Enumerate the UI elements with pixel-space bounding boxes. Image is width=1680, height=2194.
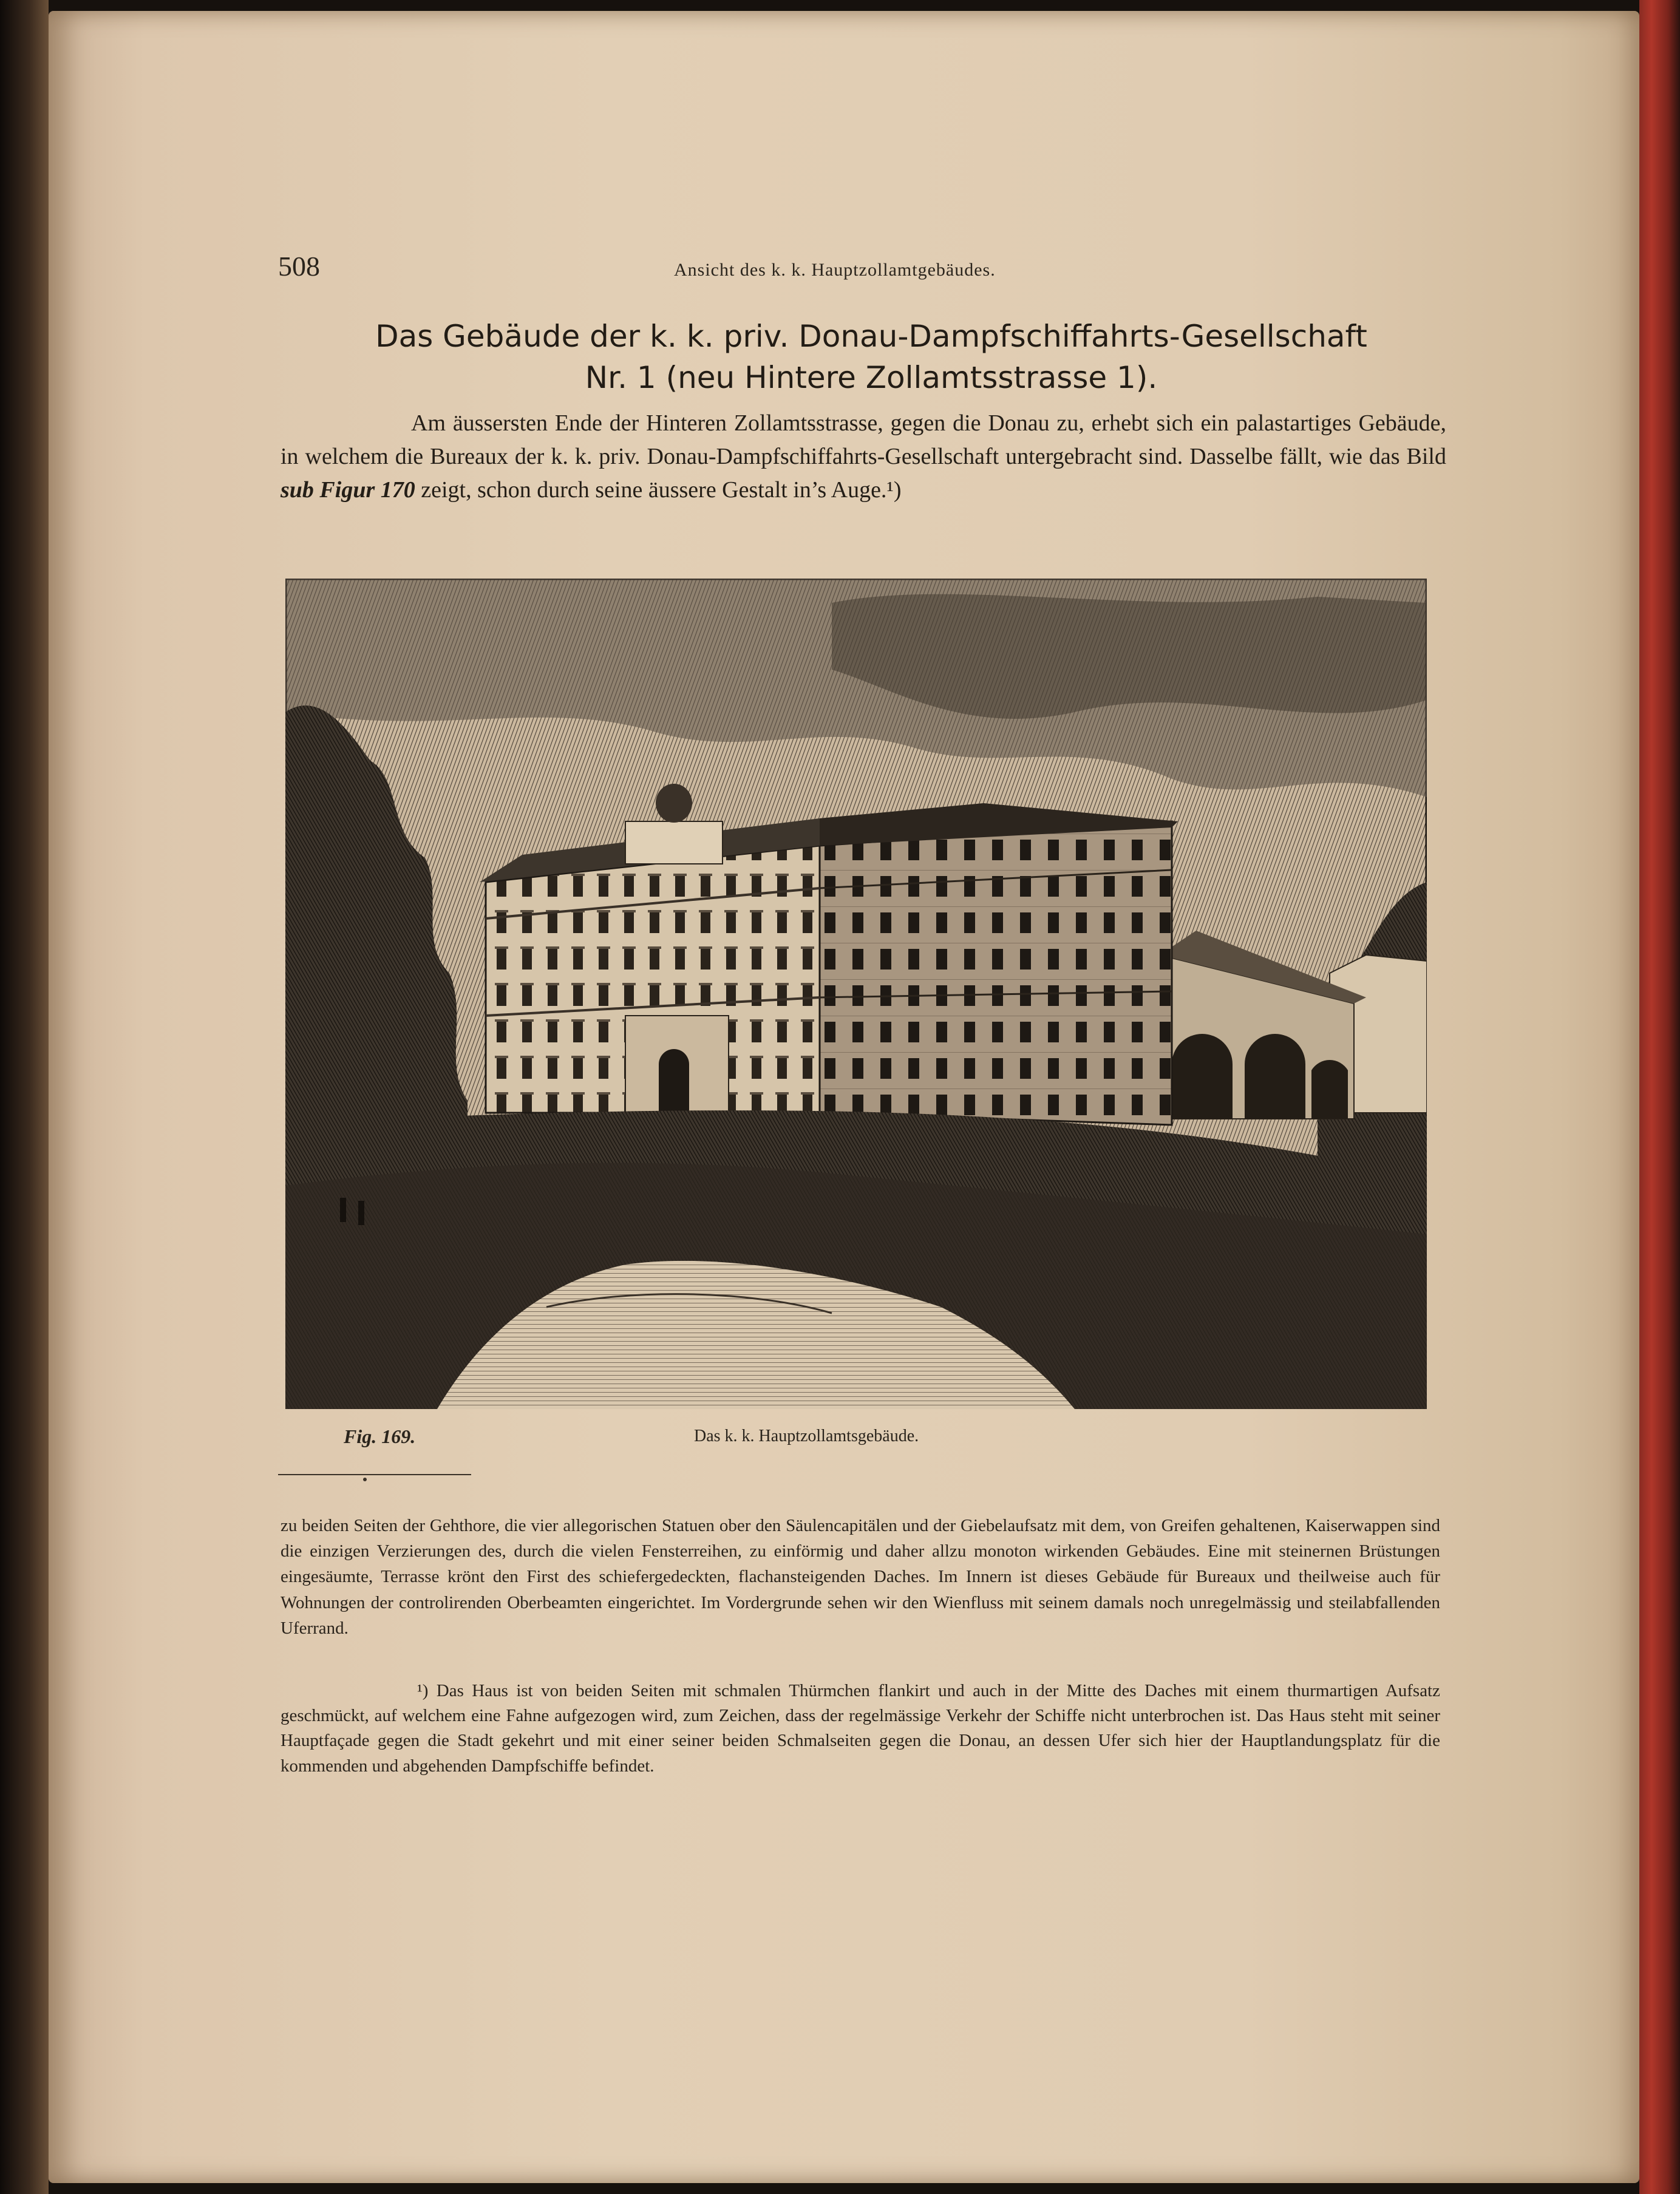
figure-engraving	[285, 579, 1427, 1409]
engraving-building-illustration-icon	[285, 579, 1427, 1409]
body-paragraph: zu beiden Seiten der Gehthore, die vier allegorischen Statuen ober den Säulencapitälen und der Giebelaufsatz mit dem, von Greifen gehaltenen, Kaiserwappen sind die einzigen Verzierungen des, durch die vielen Fensterreihen, zu einförmig und daher allzu monoton wirkenden Gebäudes. Eine mit steinernen Brüstungen eingesäumte, Terrasse krönt den First des schiefergedeckten, flachansteigenden Daches. Im Innern ist dieses Gebäude für Bureaux und theilweise auch für Wohnungen der controlirenden Oberbeamten eingerichtet. Im Vordergrunde sehen wir den Wienfluss mit seinem damals noch unregelmässig und steilabfallenden Uferrand.	[281, 1516, 1440, 1638]
intro-paragraph	[281, 407, 1446, 507]
footnote: ¹) Das Haus ist von beiden Seiten mit schmalen Thürmchen flankirt und auch in der Mitte des Daches mit einem thurmartigen Aufsatz geschmückt, auf welchem eine Fahne aufgezogen wird, zum Zeichen, dass der regelmässige Verkehr der Schiffe nicht unterbrochen ist. Das Haus steht mit seiner Hauptfaçade gegen die Stadt gekehrt und mit einer seiner beiden Schmalseiten gegen die Donau, an dessen Ufer sich hier der Hauptlandungsplatz für die kommenden und abgehenden Dampfschiffe befindet.	[281, 1681, 1440, 1776]
section-divider	[278, 1474, 471, 1475]
book-cover-edge	[1639, 0, 1680, 2194]
intro-text-1: Am äussersten Ende der Hinteren Zollamtsstrasse, gegen die Donau zu, erhebt sich ein palastartiges Gebäude, in welchem die Bureaux der k. k. priv. Donau-Dampfschiffahrts-Gesellschaft untergebracht sind. Dasselbe fällt, wie das Bild	[281, 410, 1446, 469]
page-number: 508	[278, 251, 320, 282]
figure-reference: sub Figur 170	[281, 477, 415, 503]
intro-text-2: zeigt, schon durch seine äussere Gestalt in’s Auge.¹)	[421, 477, 902, 503]
figure-caption: Das k. k. Hauptzollamtsgebäude.	[694, 1427, 919, 1445]
figure-label: Fig. 169.	[344, 1425, 416, 1447]
article-title	[279, 316, 1463, 398]
divider-dot	[363, 1478, 367, 1481]
book-gutter	[0, 0, 49, 2194]
title-line-1: Das Gebäude der k. k. priv. Donau-Dampfschiffahrts-Gesellschaft	[375, 319, 1367, 354]
title-line-2: Nr. 1 (neu Hintere Zollamtsstrasse 1).	[585, 360, 1158, 395]
running-head: Ansicht des k. k. Hauptzollamtgebäudes.	[674, 260, 996, 280]
